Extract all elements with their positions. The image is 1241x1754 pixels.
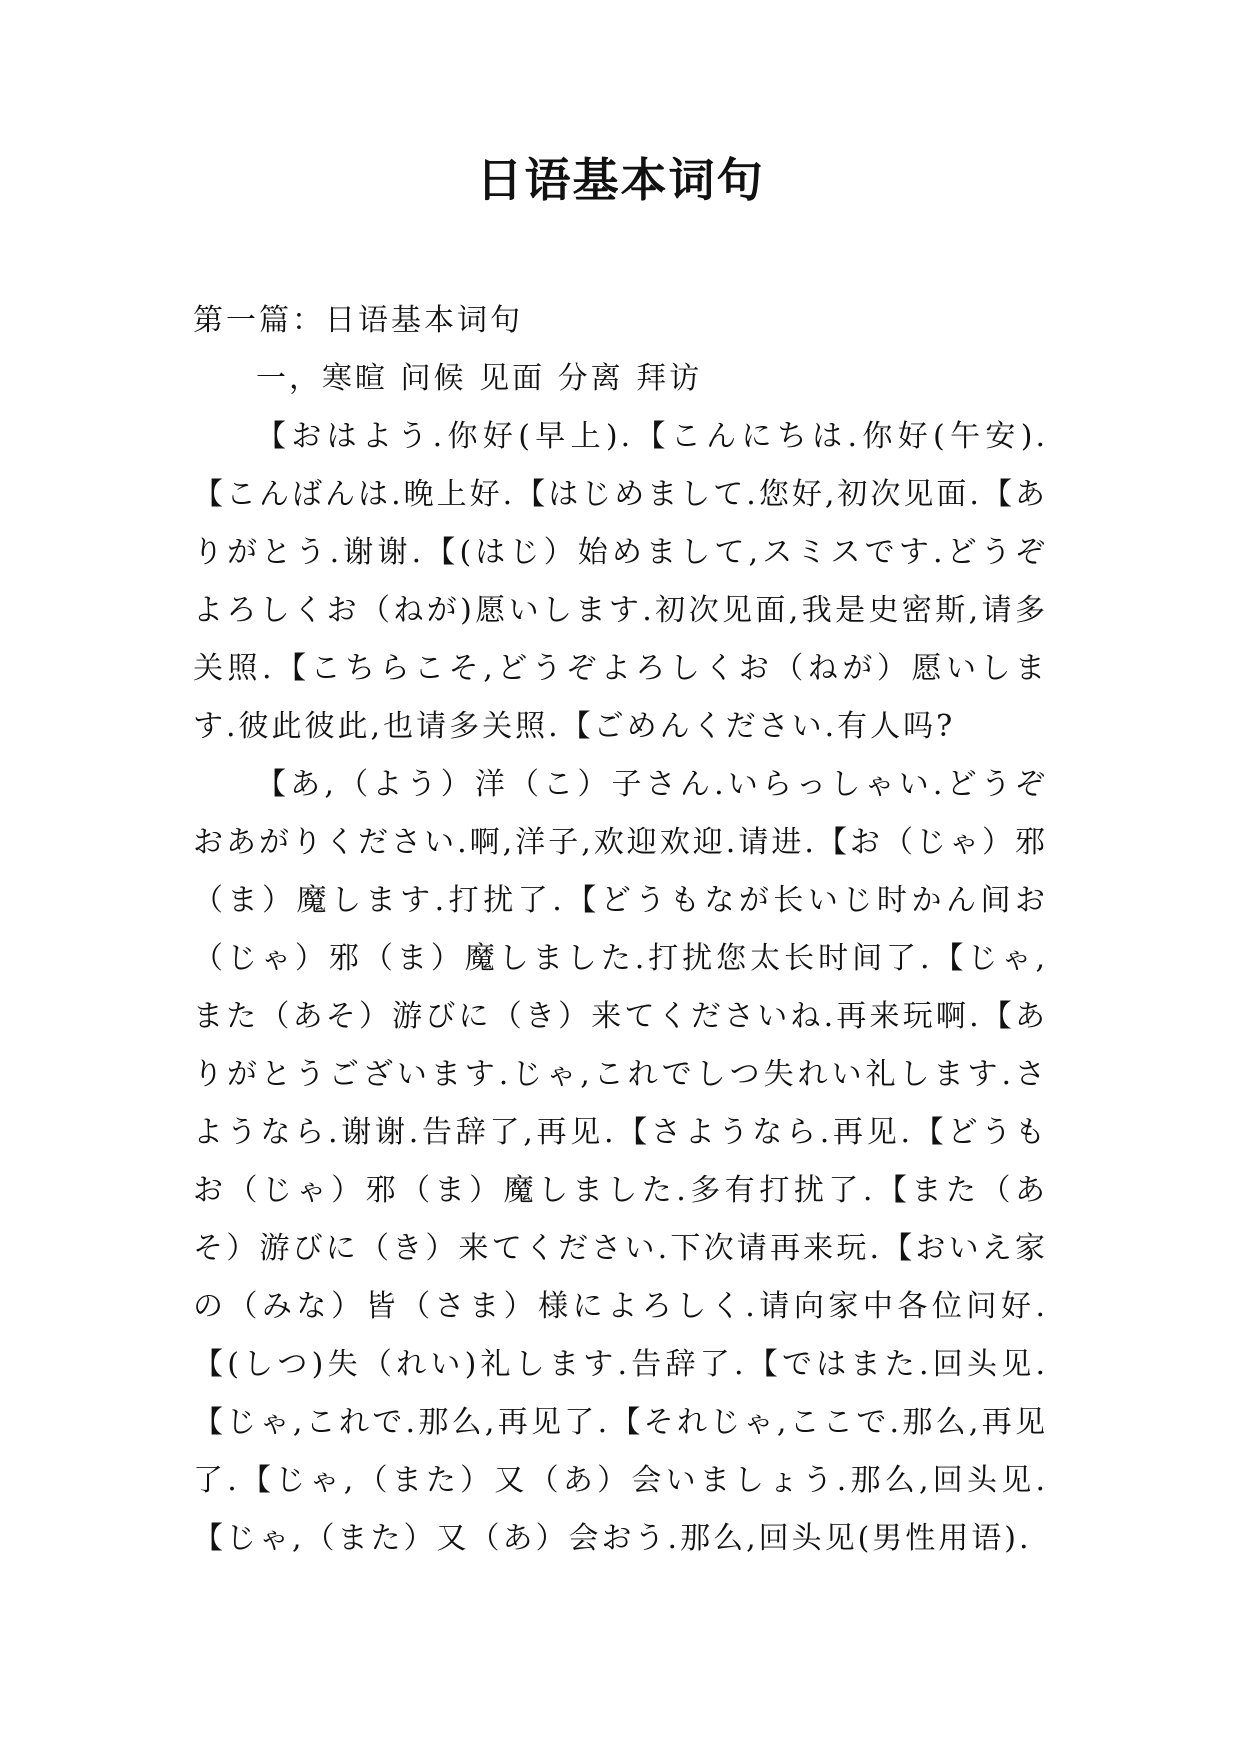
paragraph-visiting: 【あ,（よう）洋（こ）子さん.いらっしゃい.どうぞおあがりください.啊,洋子,欢迎欢迎.请进.【お（じゃ）邪（ま）魔します.打扰了.【どうもなが长いじ时かん间お（じゃ）邪（ま）魔しました.打扰您太长时间了.【じゃ,また（あそ）游びに（き）来てくださいね.再来玩啊.【ありがとうございます.じゃ,これでしつ失れい礼します.さようなら.谢谢.告辞了,再见.【さようなら.再见.【どうもお（じゃ）邪（ま）魔しました.多有打扰了.【また（あそ）游びに（き）来てください.下次请再来玩.【おいえ家の（みな）皆（さま）様によろしく.请向家中各位问好.【(しつ)失（れい)礼します.告辞了.【ではまた.回头见.【じゃ,これで.那么,再见了.【それじゃ,ここで.那么,再见了.【じゃ,（また）又（あ）会いましょう.那么,回头见.【じゃ,（また）又（あ）会おう.那么,回头见(男性用语). [193,767,1048,1556]
paragraph-greetings: 【おはよう.你好(早上).【こんにちは.你好(午安).【こんばんは.晚上好.【はじめまして.您好,初次见面.【ありがとう.谢谢.【(はじ）始めまして,スミスです.どうぞよろしくお（ねが)愿いします.初次见面,我是史密斯,请多关照.【こちらこそ,どうぞよろしくお（ねが）愿いします.彼此彼此,也请多关照.【ごめんください.有人吗? [193,419,1048,744]
section-heading: 第一篇：日语基本词句 [193,303,523,338]
section-subheading: 一，寒暄 问候 见面 分离 拜访 [256,361,703,396]
document-title: 日语基本词句 [476,153,765,207]
document-body [193,292,1048,1568]
